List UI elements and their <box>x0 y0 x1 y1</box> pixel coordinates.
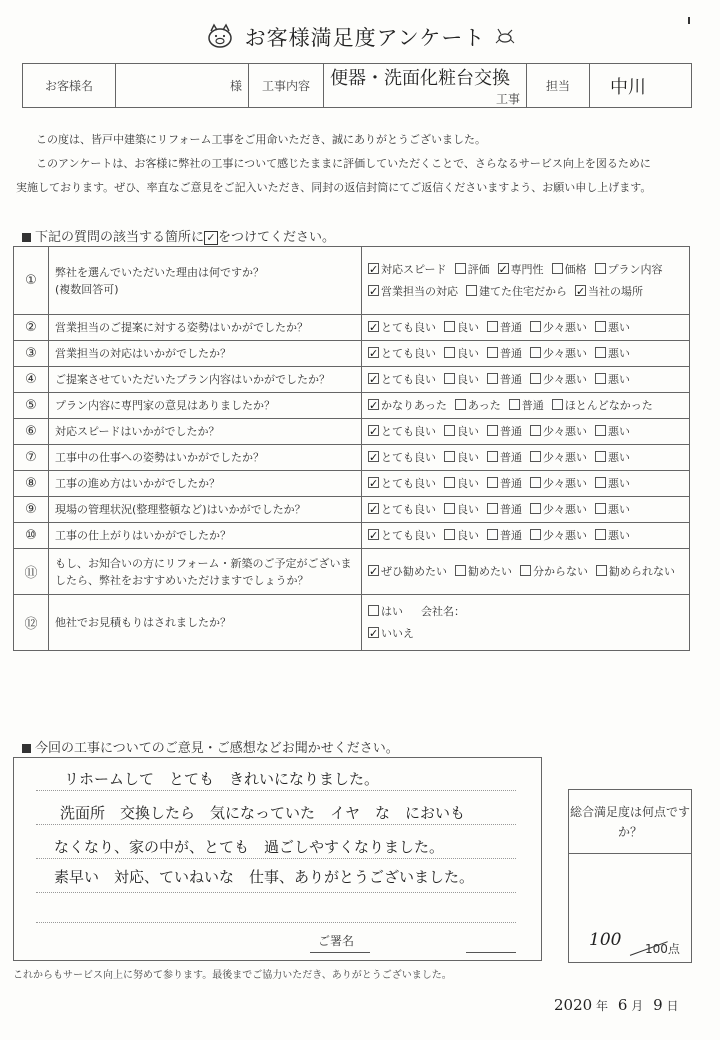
checkbox-icon <box>595 503 606 514</box>
question-text-cell <box>49 341 362 367</box>
option-label: 良い <box>457 450 479 464</box>
questions-heading-post: をつけてください。 <box>218 230 336 245</box>
option-checkbox[interactable] <box>368 317 436 339</box>
option-checkbox[interactable] <box>466 281 567 303</box>
question-text-cell <box>49 523 362 549</box>
checkbox-icon <box>530 451 541 462</box>
checkbox-icon <box>487 477 498 488</box>
question-text-cell <box>49 595 362 651</box>
option-checkbox[interactable] <box>455 561 512 583</box>
option-label: 悪い <box>608 476 630 490</box>
option-checkbox[interactable] <box>595 259 663 281</box>
option-checkbox[interactable] <box>444 343 479 365</box>
option-checkbox[interactable] <box>455 259 490 281</box>
checkbox-icon <box>595 425 606 436</box>
question-row <box>14 341 690 367</box>
checkbox-checked-icon <box>368 399 379 410</box>
option-checkbox[interactable] <box>368 623 414 645</box>
comments-heading-text: 今回の工事についてのご意見・ご感想などお聞かせください。 <box>35 741 399 756</box>
checkbox-icon <box>368 605 379 616</box>
checkbox-checked-icon <box>368 425 379 436</box>
checkbox-checked-icon <box>368 285 379 296</box>
option-checkbox[interactable] <box>368 601 403 623</box>
question-text-cell <box>49 367 362 393</box>
option-label: かなりあった <box>381 398 447 412</box>
customer-label: お客様名 <box>23 64 116 108</box>
question-text-cell <box>49 393 362 419</box>
option-label: とても良い <box>381 502 436 516</box>
option-label: 普通 <box>500 450 522 464</box>
question-number: ⑥ <box>14 419 49 445</box>
intro-text <box>16 128 696 200</box>
option-label: 勧めたい <box>468 564 512 578</box>
option-label: とても良い <box>381 346 436 360</box>
checkbox-icon <box>552 263 563 274</box>
score-suffix: 100点 <box>645 942 680 956</box>
score-box[interactable] <box>568 789 692 963</box>
questions-heading-pre: 下記の質問の該当する箇所に <box>35 230 205 245</box>
checkbox-icon <box>530 425 541 436</box>
checkbox-icon <box>596 565 607 576</box>
question-number: ⑪ <box>14 549 49 595</box>
question-options <box>362 393 690 419</box>
option-label: 悪い <box>608 450 630 464</box>
question-text: プラン内容に専門家の意見はありましたか？ <box>55 399 275 412</box>
signature-line <box>310 952 370 954</box>
question-text-cell <box>49 445 362 471</box>
question-text-cell <box>49 419 362 445</box>
checkbox-icon <box>530 347 541 358</box>
option-label: とても良い <box>381 424 436 438</box>
option-checkbox[interactable] <box>530 473 587 495</box>
option-label: 建てた住宅だから <box>479 284 567 298</box>
option-label: 分からない <box>533 564 588 578</box>
work-field[interactable] <box>324 64 527 108</box>
checkbox-icon <box>444 425 455 436</box>
comment-rule <box>36 824 516 826</box>
option-checkbox[interactable] <box>368 447 436 469</box>
question-text-cell <box>49 549 362 595</box>
option-checkbox[interactable] <box>530 421 587 443</box>
checkbox-checked-icon <box>368 529 379 540</box>
checkbox-checked-icon <box>575 285 586 296</box>
question-options <box>362 549 690 595</box>
option-label: いいえ <box>381 626 414 640</box>
question-row <box>14 471 690 497</box>
option-label: 悪い <box>608 320 630 334</box>
question-row <box>14 367 690 393</box>
option-label: 良い <box>457 320 479 334</box>
option-label: とても良い <box>381 528 436 542</box>
intro-line-3: 実施しております。ぜひ、率直なご意見をご記入いただき、同封の返信封筒にてご返信くださいますよう、お願い申し上げます。 <box>16 181 652 194</box>
question-row <box>14 497 690 523</box>
option-checkbox[interactable] <box>530 447 587 469</box>
question-options <box>362 595 690 651</box>
option-label: 価格 <box>564 262 587 276</box>
checkbox-icon <box>487 529 498 540</box>
option-label: 少々悪い <box>543 528 587 542</box>
customer-suffix: 様 <box>229 79 242 93</box>
option-label: 普通 <box>500 476 522 490</box>
question-options <box>362 523 690 549</box>
checkbox-icon <box>487 321 498 332</box>
comment-line-4: 素早い 対応、ていねいな 仕事、ありがとうございました。 <box>54 868 475 886</box>
option-label: 対応スピード <box>381 262 447 276</box>
signature-line <box>466 952 516 954</box>
option-checkbox[interactable] <box>444 421 479 443</box>
question-options <box>362 445 690 471</box>
question-text-cell <box>49 315 362 341</box>
checkbox-checked-icon <box>368 451 379 462</box>
option-label: 良い <box>457 476 479 490</box>
question-text: もし、お知合いの方にリフォーム・新築のご予定がございましたら、弊社をおすすめいただけますでしょうか？ <box>55 556 352 587</box>
option-checkbox[interactable] <box>530 499 587 521</box>
option-checkbox[interactable] <box>498 259 544 281</box>
checkbox-checked-icon <box>368 503 379 514</box>
question-row <box>14 247 690 315</box>
question-text: 対応スピードはいかがでしたか？ <box>55 425 220 438</box>
staff-label: 担当 <box>527 64 590 108</box>
option-checkbox[interactable] <box>368 395 447 417</box>
option-label: 少々悪い <box>543 346 587 360</box>
option-checkbox[interactable] <box>575 281 643 303</box>
checkbox-icon <box>444 529 455 540</box>
option-label: とても良い <box>381 372 436 386</box>
option-checkbox[interactable] <box>530 317 587 339</box>
questions-heading <box>22 226 335 245</box>
checkbox-checked-icon <box>368 373 379 384</box>
checkbox-checked-icon <box>498 263 509 274</box>
option-checkbox[interactable] <box>487 447 522 469</box>
question-text: 営業担当のご提案に対する姿勢はいかがでしたか？ <box>55 321 308 334</box>
question-row <box>14 549 690 595</box>
question-row <box>14 595 690 651</box>
questions-table <box>13 246 690 651</box>
checkbox-icon <box>530 529 541 540</box>
option-label: 良い <box>457 346 479 360</box>
checkbox-icon <box>595 373 606 384</box>
date-day-unit: 日 <box>666 999 679 1013</box>
option-checkbox[interactable] <box>368 259 447 281</box>
option-checkbox[interactable] <box>530 343 587 365</box>
option-label: とても良い <box>381 450 436 464</box>
question-options <box>362 247 690 315</box>
footer-text: これからもサービス向上に努めて参ります。最後までご協力いただき、ありがとうございました。 <box>13 970 452 981</box>
option-label: 良い <box>457 424 479 438</box>
work-value: 便器・洗面化粧台交換 <box>330 68 510 89</box>
checkbox-icon <box>455 565 466 576</box>
option-checkbox[interactable] <box>596 561 675 583</box>
option-label: 良い <box>457 528 479 542</box>
comment-line-2: 洗面所 交換したら 気になっていた イヤ な においも <box>60 804 466 822</box>
date-day: 9 <box>653 996 663 1014</box>
checkbox-icon <box>530 321 541 332</box>
option-checkbox[interactable] <box>552 395 653 417</box>
date-year: 2020 <box>554 996 593 1014</box>
checkbox-icon <box>552 399 563 410</box>
staff-field[interactable] <box>590 64 692 108</box>
checkbox-icon <box>455 263 466 274</box>
option-label: 当社の場所 <box>588 284 643 298</box>
checkbox-icon <box>595 451 606 462</box>
checkbox-icon <box>444 477 455 488</box>
option-checkbox[interactable] <box>487 473 522 495</box>
question-options <box>362 471 690 497</box>
question-text: 弊社を選んでいただいた理由は何ですか？ <box>55 265 264 279</box>
option-label: 良い <box>457 372 479 386</box>
option-checkbox[interactable] <box>595 447 630 469</box>
option-checkbox[interactable] <box>444 369 479 391</box>
title-row <box>0 22 720 52</box>
checkbox-icon <box>487 503 498 514</box>
option-label: とても良い <box>381 476 436 490</box>
checkbox-icon <box>444 373 455 384</box>
option-checkbox[interactable] <box>444 447 479 469</box>
date-month: 6 <box>617 996 628 1014</box>
question-number: ⑦ <box>14 445 49 471</box>
option-label: とても良い <box>381 320 436 334</box>
option-checkbox[interactable] <box>368 525 436 547</box>
question-number: ③ <box>14 341 49 367</box>
option-label: 普通 <box>500 502 522 516</box>
checkbox-icon <box>487 425 498 436</box>
option-checkbox[interactable] <box>487 421 522 443</box>
option-label: 悪い <box>608 346 630 360</box>
question-row <box>14 445 690 471</box>
option-label: 少々悪い <box>543 476 587 490</box>
comment-line-1: リホームして とても きれいになりました。 <box>64 770 380 788</box>
option-checkbox[interactable] <box>595 525 630 547</box>
comment-rule <box>36 922 516 924</box>
option-label: 少々悪い <box>543 320 587 334</box>
comment-rule <box>36 790 516 792</box>
option-label: 普通 <box>500 372 522 386</box>
option-checkbox[interactable] <box>368 561 447 583</box>
option-label: 評価 <box>467 262 490 276</box>
option-checkbox[interactable] <box>368 473 436 495</box>
staff-value: 中川 <box>610 76 646 98</box>
fly-icon <box>495 28 515 47</box>
question-options <box>362 497 690 523</box>
option-checkbox[interactable] <box>487 317 522 339</box>
checkbox-icon <box>520 565 531 576</box>
checkbox-checked-icon <box>368 347 379 358</box>
option-label: はい <box>381 604 403 618</box>
customer-name-field[interactable] <box>116 64 249 108</box>
option-checkbox[interactable] <box>487 525 522 547</box>
question-text: 工事の進め方はいかがでしたか？ <box>55 477 220 490</box>
option-checkbox[interactable] <box>595 473 630 495</box>
option-label: 営業担当の対応 <box>381 284 458 298</box>
checkbox-icon <box>530 477 541 488</box>
checkbox-icon <box>487 451 498 462</box>
question-number: ⑩ <box>14 523 49 549</box>
checkbox-icon <box>509 399 520 410</box>
option-label: あった <box>467 398 501 412</box>
bullet-square-icon <box>22 233 31 242</box>
option-checkbox[interactable] <box>520 561 588 583</box>
checkbox-icon <box>530 503 541 514</box>
question-number: ① <box>14 247 49 315</box>
date <box>554 996 678 1014</box>
question-number: ⑫ <box>14 595 49 651</box>
option-checkbox[interactable] <box>595 499 630 521</box>
option-checkbox[interactable] <box>595 369 630 391</box>
question-text-cell <box>49 497 362 523</box>
bullet-square-icon <box>22 744 31 753</box>
option-label: 少々悪い <box>543 450 587 464</box>
checkbox-icon <box>444 503 455 514</box>
score-value: 100 <box>589 930 622 950</box>
option-checkbox[interactable] <box>444 317 479 339</box>
question-row <box>14 419 690 445</box>
intro-line-2: このアンケートは、お客様に弊社の工事について感じたままに評価していただくことで、さらなるサービス向上を図るために <box>36 157 651 170</box>
checkbox-icon <box>444 451 455 462</box>
option-label: 普通 <box>500 528 522 542</box>
checkbox-icon <box>455 399 466 410</box>
option-label: 少々悪い <box>543 424 587 438</box>
option-checkbox[interactable] <box>487 369 522 391</box>
signature-label: ご署名 <box>318 934 355 948</box>
date-year-unit: 年 <box>596 999 609 1013</box>
option-label: 普通 <box>521 398 544 412</box>
question-number: ⑨ <box>14 497 49 523</box>
question-row <box>14 393 690 419</box>
checkbox-icon <box>595 529 606 540</box>
option-checkbox[interactable] <box>368 343 436 365</box>
option-label: 悪い <box>608 372 630 386</box>
intro-line-1: この度は、皆戸中建築にリフォーム工事をご用命いただき、誠にありがとうございました。 <box>36 133 487 146</box>
option-label: 良い <box>457 502 479 516</box>
option-label: 少々悪い <box>543 372 587 386</box>
checkbox-checked-icon <box>368 477 379 488</box>
question-options <box>362 367 690 393</box>
checkbox-icon <box>466 285 477 296</box>
checkbox-checked-icon <box>368 565 379 576</box>
question-row <box>14 523 690 549</box>
option-checkbox[interactable] <box>530 525 587 547</box>
option-label: 勧められない <box>609 564 675 578</box>
comment-rule <box>36 858 516 860</box>
checkbox-icon <box>444 321 455 332</box>
question-text-cell <box>49 247 362 315</box>
option-label: 普通 <box>500 424 522 438</box>
option-label: ほとんどなかった <box>564 398 653 412</box>
option-checkbox[interactable] <box>368 499 436 521</box>
question-text: 現場の管理状況(整理整頓など)はいかがでしたか？ <box>55 503 306 516</box>
question-number: ⑤ <box>14 393 49 419</box>
option-checkbox[interactable] <box>487 343 522 365</box>
checkbox-checked-icon <box>368 627 379 638</box>
checkbox-checked-icon <box>368 263 379 274</box>
question-text: 他社でお見積もりはされましたか？ <box>55 616 231 629</box>
checkbox-icon <box>595 321 606 332</box>
question-text-cell <box>49 471 362 497</box>
option-checkbox[interactable] <box>455 395 501 417</box>
company-name-label: 会社名： <box>421 604 465 618</box>
comment-rule <box>36 892 516 894</box>
option-checkbox[interactable] <box>444 499 479 521</box>
question-subtext: (複数回答可) <box>55 282 119 296</box>
checkbox-icon <box>595 477 606 488</box>
option-label: プラン内容 <box>607 262 663 276</box>
option-label: ぜひ勧めたい <box>381 564 447 578</box>
option-checkbox[interactable] <box>595 317 630 339</box>
option-label: 普通 <box>500 320 522 334</box>
work-label: 工事内容 <box>249 64 324 108</box>
option-label: 悪い <box>608 528 630 542</box>
checkbox-icon <box>530 373 541 384</box>
work-suffix: 工事 <box>495 92 520 106</box>
question-text: 工事の仕上がりはいかがでしたか？ <box>55 529 231 542</box>
question-row <box>14 315 690 341</box>
option-checkbox[interactable] <box>444 525 479 547</box>
question-text: 工事中の仕事への姿勢はいかがでしたか？ <box>55 451 264 464</box>
option-checkbox[interactable] <box>368 421 436 443</box>
question-options <box>362 419 690 445</box>
option-checkbox[interactable] <box>552 259 587 281</box>
checkbox-sample-icon: ✓ <box>204 231 218 245</box>
option-checkbox[interactable] <box>444 473 479 495</box>
option-label: 専門性 <box>510 262 544 276</box>
question-options <box>362 315 690 341</box>
page-title: お客様満足度アンケート <box>244 26 486 50</box>
pig-icon <box>205 23 235 52</box>
comments-heading <box>22 737 399 756</box>
question-text: 営業担当の対応はいかがでしたか？ <box>55 347 231 360</box>
question-text: ご提案させていただいたプラン内容はいかがでしたか？ <box>55 373 330 386</box>
date-month-unit: 月 <box>631 999 644 1013</box>
checkbox-icon <box>595 263 606 274</box>
option-checkbox[interactable] <box>509 395 544 417</box>
option-checkbox[interactable] <box>368 281 458 303</box>
option-checkbox[interactable] <box>530 369 587 391</box>
checkbox-icon <box>444 347 455 358</box>
question-options <box>362 341 690 367</box>
question-number: ② <box>14 315 49 341</box>
customer-info-table <box>22 63 692 108</box>
option-label: 悪い <box>608 502 630 516</box>
score-question: 総合満足度は何点ですか？ <box>569 790 691 854</box>
option-checkbox[interactable] <box>368 369 436 391</box>
option-checkbox[interactable] <box>595 421 630 443</box>
checkbox-icon <box>487 347 498 358</box>
option-label: 悪い <box>608 424 630 438</box>
checkbox-icon <box>595 347 606 358</box>
option-label: 普通 <box>500 346 522 360</box>
question-number: ⑧ <box>14 471 49 497</box>
checkbox-checked-icon <box>368 321 379 332</box>
option-checkbox[interactable] <box>595 343 630 365</box>
option-label: 少々悪い <box>543 502 587 516</box>
question-number: ④ <box>14 367 49 393</box>
option-checkbox[interactable] <box>487 499 522 521</box>
comment-line-3: なくなり、家の中が、とても 過ごしやすくなりました。 <box>54 838 445 856</box>
checkbox-icon <box>487 373 498 384</box>
